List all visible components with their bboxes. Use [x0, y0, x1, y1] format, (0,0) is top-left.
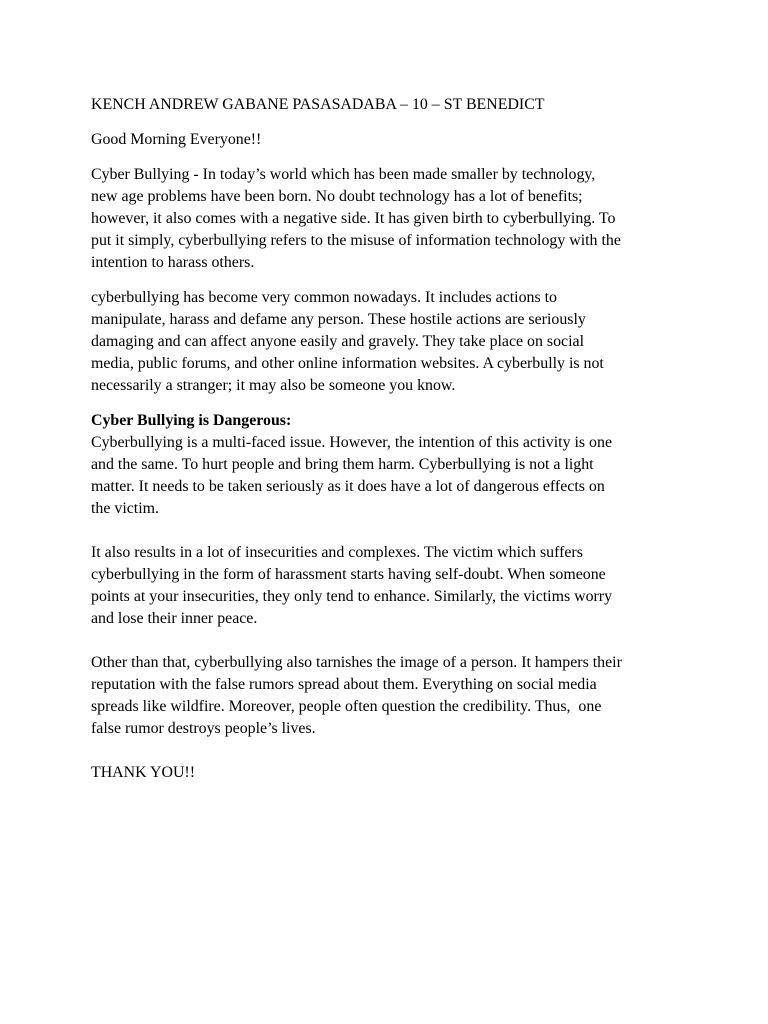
paragraph-line: It also results in a lot of insecurities and complexes. The victim which suffers: [91, 544, 583, 561]
paragraph-reputation: [91, 652, 691, 740]
section-heading: Cyber Bullying is Dangerous:: [91, 412, 292, 429]
paragraph-dangerous: [91, 432, 691, 520]
paragraph-line: the victim.: [91, 500, 159, 517]
paragraph-line: media, public forums, and other online information websites. A cyberbully is not: [91, 355, 604, 372]
paragraph-line: cyberbullying has become very common nowadays. It includes actions to: [91, 289, 558, 306]
paragraph-common: [91, 287, 691, 397]
paragraph-line: intention to harass others.: [91, 254, 255, 271]
paragraph-line: Cyber Bullying - In today’s world which has been made smaller by technology,: [91, 166, 596, 183]
document-body: [91, 94, 691, 784]
paragraph-line: new age problems have been born. No doubt technology has a lot of benefits;: [91, 188, 583, 205]
paragraph-line: however, it also comes with a negative side. It has given birth to cyberbullying. To: [91, 210, 616, 227]
paragraph-line: points at your insecurities, they only tend to enhance. Similarly, the victims worry: [91, 588, 613, 605]
paragraph-insecurities: [91, 542, 691, 630]
paragraph-line: reputation with the false rumors spread about them. Everything on social media: [91, 676, 597, 693]
paragraph-line: false rumor destroys people’s lives.: [91, 720, 316, 737]
paragraph-line: matter. It needs to be taken seriously as it does have a lot of dangerous effects on: [91, 478, 605, 495]
paragraph-line: cyberbullying in the form of harassment starts having self-doubt. When someone: [91, 566, 606, 583]
paragraph-line: spreads like wildfire. Moreover, people often question the credibility. Thus, one: [91, 698, 602, 715]
closing-line: THANK YOU!!: [91, 764, 196, 781]
greeting: Good Morning Everyone!!: [91, 131, 262, 148]
paragraph-line: necessarily a stranger; it may also be someone you know.: [91, 377, 456, 394]
author-line: KENCH ANDREW GABANE PASASADABA – 10 – ST BENEDICT: [91, 96, 545, 113]
paragraph-line: damaging and can affect anyone easily and gravely. They take place on social: [91, 333, 584, 350]
paragraph-line: Cyberbullying is a multi-faced issue. However, the intention of this activity is one: [91, 434, 612, 451]
paragraph-line: put it simply, cyberbullying refers to the misuse of information technology with the: [91, 232, 621, 249]
paragraph-line: Other than that, cyberbullying also tarnishes the image of a person. It hampers their: [91, 654, 622, 671]
paragraph-line: and the same. To hurt people and bring them harm. Cyberbullying is not a light: [91, 456, 594, 473]
paragraph-line: and lose their inner peace.: [91, 610, 258, 627]
paragraph-intro: [91, 164, 691, 274]
paragraph-line: manipulate, harass and defame any person. These hostile actions are seriously: [91, 311, 586, 328]
